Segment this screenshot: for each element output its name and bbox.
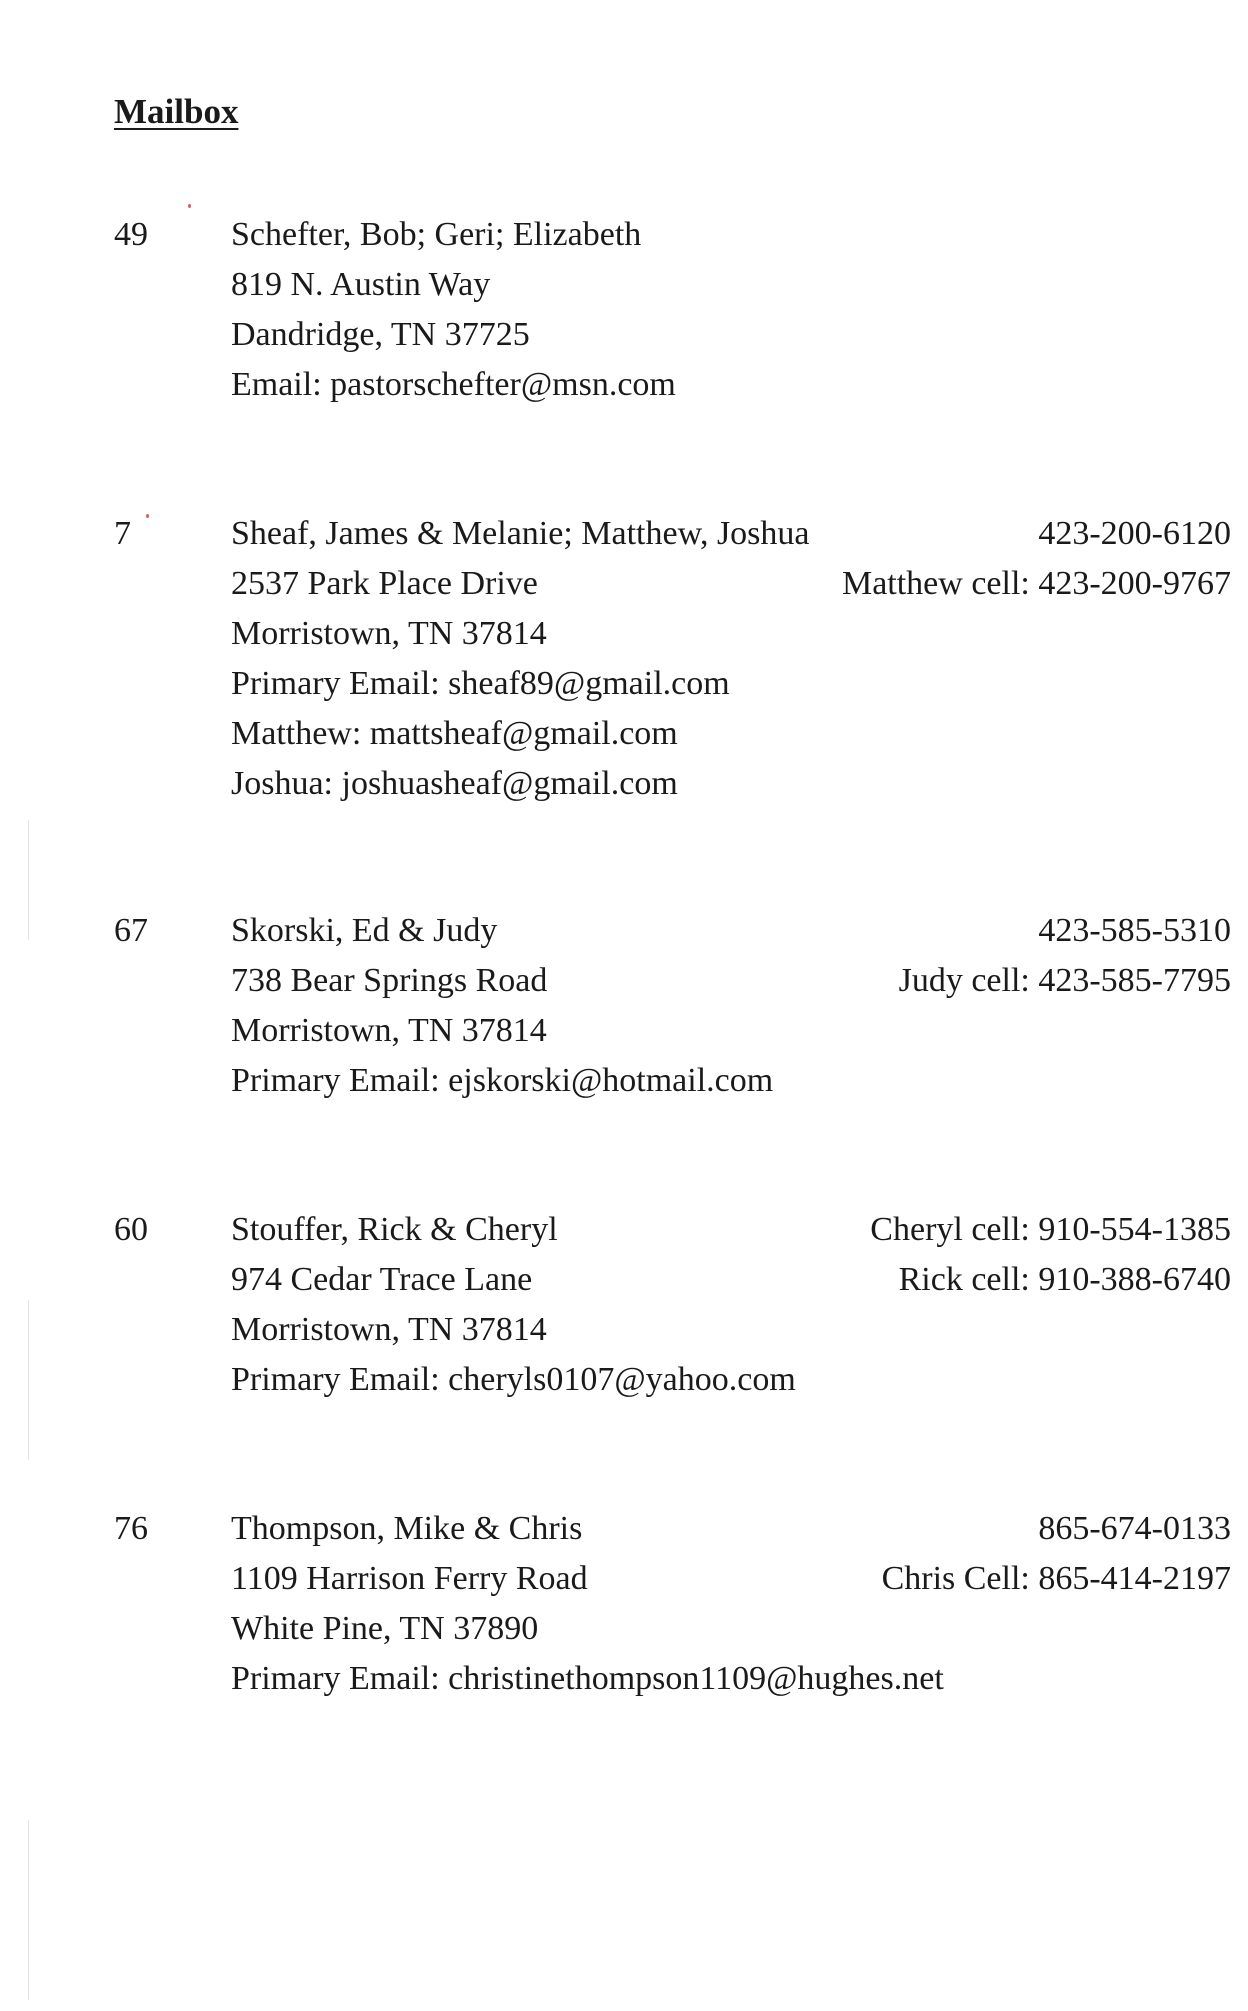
phone-number: 423-200-6120	[1038, 515, 1231, 552]
family-name: Skorski, Ed & Judy	[231, 912, 498, 949]
entry-line	[231, 609, 1231, 659]
stray-mark	[188, 204, 191, 208]
city-state-zip: Dandridge, TN 37725	[231, 316, 530, 353]
entry-line	[231, 509, 1231, 559]
mailbox-number: 76	[114, 1510, 148, 1547]
entry-details	[231, 1205, 1231, 1405]
entry-details	[231, 210, 1231, 410]
street-address: 1109 Harrison Ferry Road	[231, 1560, 588, 1597]
cell-number: Judy cell: 423-585-7795	[898, 962, 1231, 999]
page-heading: Mailbox	[114, 92, 239, 131]
entry-line	[231, 360, 1231, 410]
entry-line	[231, 559, 1231, 609]
entry-line	[231, 310, 1231, 360]
entry-line	[231, 260, 1231, 310]
cell-number: Cheryl cell: 910-554-1385	[870, 1211, 1231, 1248]
entry-line	[231, 1205, 1231, 1255]
scan-edge-line	[28, 820, 29, 940]
family-name: Thompson, Mike & Chris	[231, 1510, 583, 1547]
family-name: Stouffer, Rick & Cheryl	[231, 1211, 558, 1248]
street-address: 738 Bear Springs Road	[231, 962, 548, 999]
mailbox-number: 60	[114, 1211, 148, 1248]
street-address: 2537 Park Place Drive	[231, 565, 538, 602]
city-state-zip: White Pine, TN 37890	[231, 1610, 539, 1647]
email-address: Primary Email: ejskorski@hotmail.com	[231, 1062, 774, 1099]
cell-number: Matthew cell: 423-200-9767	[841, 565, 1231, 602]
stray-mark	[146, 514, 149, 518]
city-state-zip: Morristown, TN 37814	[231, 1012, 547, 1049]
cell-number: Rick cell: 910-388-6740	[898, 1261, 1231, 1298]
email-address: Matthew: mattsheaf@gmail.com	[231, 715, 678, 752]
entry-details	[231, 1504, 1231, 1704]
entry-line	[231, 659, 1231, 709]
phone-number: 423-585-5310	[1038, 912, 1231, 949]
entry-details	[231, 906, 1231, 1106]
family-name: Schefter, Bob; Geri; Elizabeth	[231, 216, 642, 253]
entry-line	[231, 1305, 1231, 1355]
email-address: Joshua: joshuasheaf@gmail.com	[231, 765, 678, 802]
entry-details	[231, 509, 1231, 809]
scan-edge-line	[28, 1300, 29, 1460]
mailbox-number: 7	[114, 515, 131, 552]
email-address: Primary Email: cheryls0107@yahoo.com	[231, 1361, 796, 1398]
city-state-zip: Morristown, TN 37814	[231, 1311, 547, 1348]
scan-edge-line	[28, 1820, 29, 2000]
entry-line	[231, 210, 1231, 260]
entry-line	[231, 906, 1231, 956]
email-address: Email: pastorschefter@msn.com	[231, 366, 676, 403]
entry-line	[231, 759, 1231, 809]
email-address: Primary Email: sheaf89@gmail.com	[231, 665, 730, 702]
entry-line	[231, 1604, 1231, 1654]
entry-line	[231, 1654, 1231, 1704]
entry-line	[231, 1006, 1231, 1056]
city-state-zip: Morristown, TN 37814	[231, 615, 547, 652]
cell-number: Chris Cell: 865-414-2197	[881, 1560, 1231, 1597]
entry-line	[231, 709, 1231, 759]
phone-number: 865-674-0133	[1038, 1510, 1231, 1547]
email-address: Primary Email: christinethompson1109@hughes.net	[231, 1660, 944, 1697]
street-address: 974 Cedar Trace Lane	[231, 1261, 533, 1298]
mailbox-number: 49	[114, 216, 148, 253]
street-address: 819 N. Austin Way	[231, 266, 491, 303]
entry-line	[231, 1554, 1231, 1604]
entry-line	[231, 1504, 1231, 1554]
entry-line	[231, 1056, 1231, 1106]
mailbox-number: 67	[114, 912, 148, 949]
entry-line	[231, 1255, 1231, 1305]
family-name: Sheaf, James & Melanie; Matthew, Joshua	[231, 515, 810, 552]
entry-line	[231, 1355, 1231, 1405]
entry-line	[231, 956, 1231, 1006]
